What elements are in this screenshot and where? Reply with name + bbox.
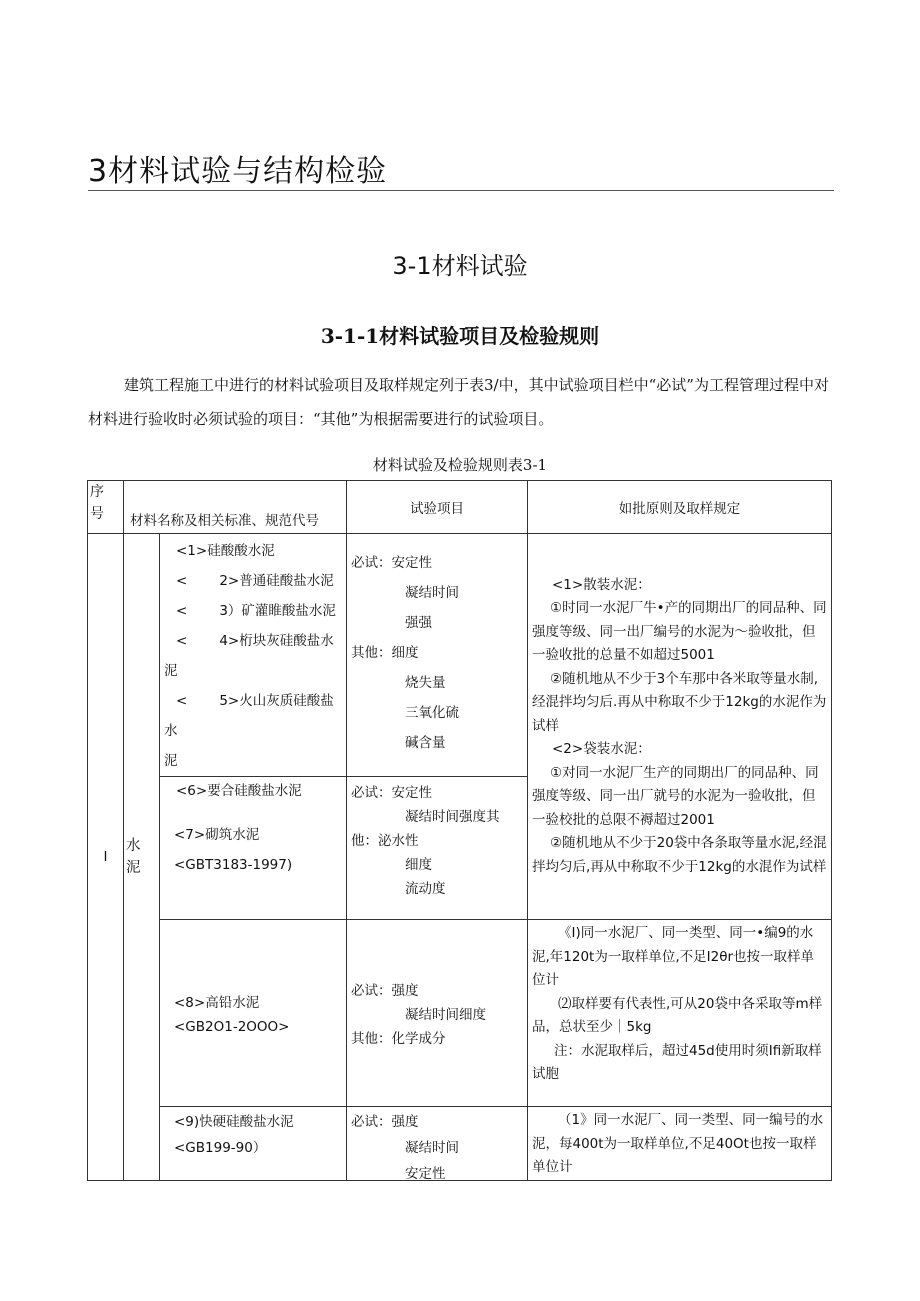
header-seq: 序 号: [88, 481, 124, 534]
rules-cell-4: （1》同一水泥厂、同一类型、同一编号的水泥，每400t为一取样单位,不足40Ot也按一取样单位计: [528, 1107, 832, 1181]
chapter-title: 3材料试验与结构检验: [88, 154, 388, 189]
tests-cell-4: 必试：强度 凝结时间 安定性: [347, 1107, 528, 1181]
material-test-table: [87, 480, 832, 1181]
section-title: 3-1材料试验: [392, 252, 528, 280]
subsection-title: 3-1-1材料试验项目及检验规则: [320, 324, 600, 348]
table-caption: 材料试验及检验规则表3-1: [372, 456, 548, 474]
header-batch-rules: 如批原则及取样规定: [528, 481, 832, 534]
materials-cell-4: <9)快硬硅酸盐水泥 <GB199-90）: [160, 1107, 347, 1181]
table-row: [88, 534, 832, 777]
table-row: [88, 920, 832, 1107]
table-row: [88, 1107, 832, 1181]
table-header-row: [88, 481, 832, 534]
materials-cell-2: <7>砌筑水泥 <GBT3183-1997): [160, 777, 347, 920]
category-cell: 水 泥: [124, 534, 160, 1181]
tests-cell-2: 必试：安定性 凝结时间强度其 他：泌水性 细度 流动度: [347, 777, 528, 920]
tests-cell-1: 必试：安定性 凝结时间 强强 其他：细度 烧失量 三氧化硫 碱含量: [347, 534, 528, 777]
rules-cell-1: <1>散装水泥： ①时同一水泥厂牛•产的同期出厂的同品种、同强度等级、同一出厂编号的水泥为〜验收批，但一验收批的总量不如超过5001 ②随机地从不少于3个车那中各米取等量水制,经混拌均匀后.再从中称取不少于12kg的水泥作为试样 <2>袋装水泥： ①对同一水泥厂生产的同期出厂的同品种、同强度等级、同一出厂就号的水泥为一验收批，但一验校批的总限不褥超过2001 ②随机地从不少于20袋中各条取等量水泥,经混拌均匀后,再从中称取不少于12kg的水混作为试样: [528, 534, 832, 920]
seq-value: I: [88, 534, 124, 1181]
materials-cell-3: <8>高铅水泥 <GB2O1-2OOO>: [160, 920, 347, 1107]
header-material: 材料名称及相关标准、规范代号: [124, 481, 347, 534]
title-divider: [88, 190, 834, 191]
rules-cell-3: 《I)同一水泥厂、同一类型、同一•编9的水泥,年120t为一取样单位,不足I2θr也按一取样单位计 ⑵取样要有代表性,可从20袋中各采取等m样品，总状至少｜5kg 注：水泥取样后，超过45d使用时须Ifi新取样试胞: [528, 920, 832, 1107]
materials-cell-1: <1>硅酸酸水泥 < 2>普通硅酸盐水泥 < 3）矿灌睢酸盐水泥 < 4>桁块灰硅酸盐水 泥 < 5>火山灰质硅酸盐 水 泥 <6>要合硅酸盐水泥: [160, 534, 347, 777]
intro-paragraph: 建筑工程施工中进行的材料试验项目及取样规定列于表3/中，其中试验项目栏中“必试”为工程管理过程中对材料进行验收时必须试验的项目：“其他”为根据需要进行的试验项目。: [88, 376, 829, 428]
header-test-items: 试验项目: [347, 481, 528, 534]
tests-cell-3: 必试：强度 凝结时间细度 其他：化学成分: [347, 920, 528, 1107]
